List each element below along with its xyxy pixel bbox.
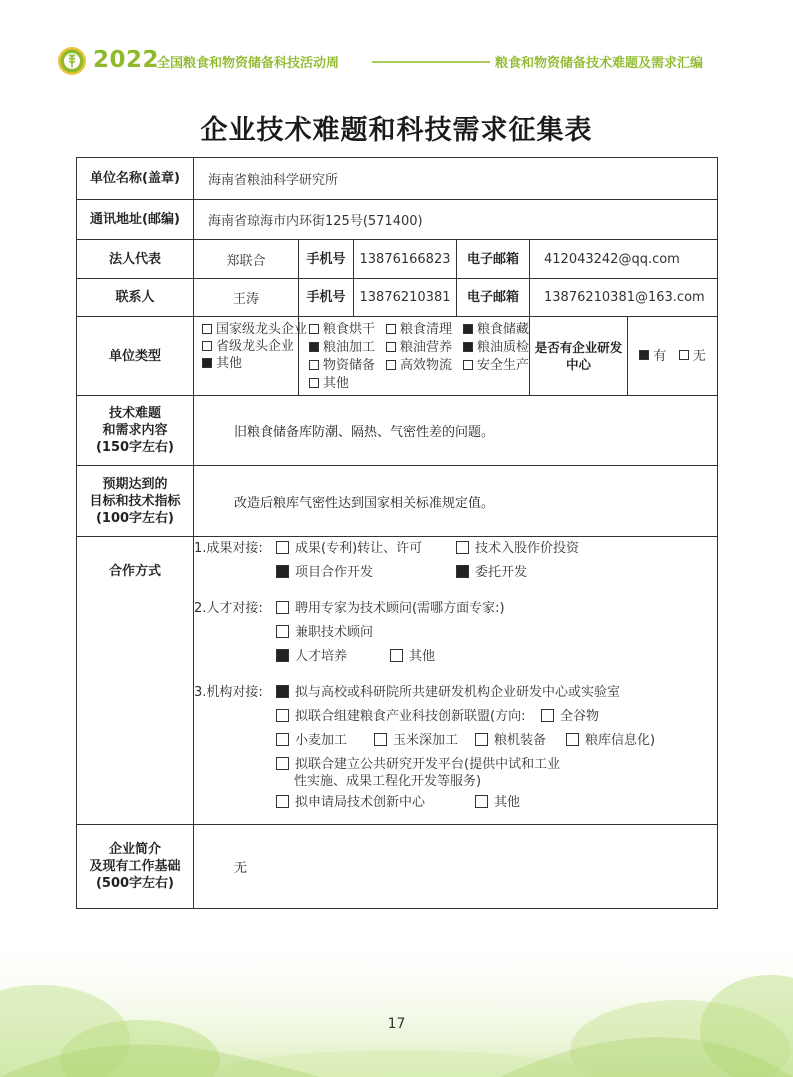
- contact-label: 联系人: [77, 279, 194, 317]
- intro-label: 企业简介 及现有工作基础 (500字左右): [77, 825, 194, 909]
- tech-problem-row: [77, 396, 718, 466]
- grain-emblem-icon: [57, 46, 87, 76]
- coop-option[interactable]: 玉米深加工: [374, 729, 458, 753]
- coop-option[interactable]: 委托开发: [456, 561, 527, 585]
- coop-section-3-label: 3.机构对接:: [194, 685, 263, 700]
- coop-option[interactable]: 其他: [475, 791, 520, 815]
- business-option[interactable]: 物资储备: [309, 357, 386, 374]
- header-year: 2022: [93, 47, 160, 73]
- address-label: 通讯地址(邮编): [77, 200, 194, 240]
- requirement-form-table: [76, 157, 718, 909]
- business-options: [299, 317, 530, 396]
- unit-level-option[interactable]: 省级龙头企业: [202, 338, 298, 355]
- intro-value: 无: [194, 825, 718, 909]
- business-option[interactable]: 粮食烘干: [309, 321, 386, 338]
- coop-option[interactable]: 小麦加工: [276, 729, 347, 753]
- checkbox[interactable]: [541, 709, 554, 722]
- contact-phone-label: 手机号: [299, 279, 354, 317]
- business-option[interactable]: 粮油加工: [309, 339, 386, 356]
- rd-center-no-checkbox[interactable]: [679, 350, 689, 360]
- rd-center-yes-checkbox[interactable]: [639, 350, 649, 360]
- checkbox[interactable]: [276, 625, 289, 638]
- tech-problem-label: 技术难题 和需求内容 (150字左右): [77, 396, 194, 466]
- checkbox[interactable]: [276, 565, 289, 578]
- checkbox[interactable]: [386, 342, 396, 352]
- checkbox[interactable]: [276, 601, 289, 614]
- coop-option[interactable]: 粮机装备: [475, 729, 546, 753]
- page-header: [0, 42, 793, 78]
- business-option[interactable]: 高效物流: [386, 357, 463, 374]
- target-label: 预期达到的 目标和技术指标 (100字左右): [77, 466, 194, 537]
- checkbox[interactable]: [390, 649, 403, 662]
- legal-rep-row: [77, 240, 718, 279]
- header-divider: [372, 61, 490, 63]
- business-options-grid: [299, 321, 529, 392]
- coop-option[interactable]: 粮库信息化): [566, 729, 655, 753]
- checkbox[interactable]: [475, 733, 488, 746]
- legal-rep-label: 法人代表: [77, 240, 194, 279]
- unit-level-option[interactable]: 国家级龙头企业: [202, 321, 298, 338]
- coop-option-continued: 性实施、成果工程化开发等服务): [294, 774, 482, 789]
- unit-type-row: [77, 317, 718, 396]
- checkbox[interactable]: [463, 342, 473, 352]
- address-value: 海南省琼海市内环街125号(571400): [194, 200, 718, 240]
- contact-row: [77, 279, 718, 317]
- coop-option[interactable]: 项目合作开发: [276, 561, 373, 585]
- coop-label: 合作方式: [77, 537, 194, 825]
- business-option[interactable]: 粮食清理: [386, 321, 463, 338]
- legal-rep-value: 郑联合: [194, 240, 299, 279]
- header-event-title: 全国粮食和物资储备科技活动周: [157, 56, 340, 71]
- unit-type-label: 单位类型: [77, 317, 194, 396]
- checkbox[interactable]: [309, 360, 319, 370]
- checkbox[interactable]: [276, 541, 289, 554]
- checkbox[interactable]: [374, 733, 387, 746]
- contact-value: 王涛: [194, 279, 299, 317]
- legal-email-value: 412043242@qq.com: [530, 240, 718, 279]
- tech-problem-value: 旧粮食储备库防潮、隔热、气密性差的问题。: [194, 396, 718, 466]
- header-section-title: 粮食和物资储备技术难题及需求汇编: [495, 56, 704, 71]
- address-row: [77, 200, 718, 240]
- contact-phone-value: 13876210381: [354, 279, 457, 317]
- rd-center-options: 有 无: [628, 317, 718, 396]
- coop-option[interactable]: 全谷物: [541, 705, 599, 729]
- intro-row: [77, 825, 718, 909]
- page-number: 17: [387, 1016, 406, 1032]
- checkbox[interactable]: [463, 324, 473, 334]
- unit-level-option[interactable]: 其他: [202, 355, 298, 372]
- checkbox[interactable]: [456, 541, 469, 554]
- business-option[interactable]: 粮油营养: [386, 339, 463, 356]
- target-value: 改造后粮库气密性达到国家相关标准规定值。: [194, 466, 718, 537]
- checkbox[interactable]: [202, 358, 212, 368]
- coop-option[interactable]: 拟与高校或科研院所共建研发机构企业研发中心或实验室: [276, 681, 620, 705]
- contact-email-value: 13876210381@163.com: [530, 279, 718, 317]
- business-option[interactable]: 安全生产: [463, 357, 541, 374]
- legal-email-label: 电子邮箱: [457, 240, 530, 279]
- checkbox[interactable]: [276, 649, 289, 662]
- checkbox[interactable]: [276, 709, 289, 722]
- coop-option[interactable]: 人才培养: [276, 645, 347, 669]
- checkbox[interactable]: [309, 342, 319, 352]
- checkbox[interactable]: [202, 324, 212, 334]
- checkbox[interactable]: [463, 360, 473, 370]
- business-option[interactable]: 粮食储藏: [463, 321, 541, 338]
- checkbox[interactable]: [475, 795, 488, 808]
- coop-option[interactable]: 拟联合建立公共研究开发平台(提供中试和工业: [276, 756, 560, 773]
- coop-option[interactable]: 拟申请局技术创新中心: [276, 791, 425, 815]
- checkbox[interactable]: [566, 733, 579, 746]
- checkbox[interactable]: [276, 757, 289, 770]
- coop-options: [194, 537, 718, 825]
- coop-section-1-label: 1.成果对接:: [194, 541, 263, 556]
- coop-option[interactable]: 成果(专利)转让、许可: [276, 537, 422, 561]
- coop-option[interactable]: 兼职技术顾问: [276, 621, 373, 645]
- leaf-pattern-icon: [0, 930, 793, 1077]
- business-option[interactable]: 粮油质检: [463, 339, 541, 356]
- checkbox[interactable]: [456, 565, 469, 578]
- legal-phone-value: 13876166823: [354, 240, 457, 279]
- rd-center-label: 是否有企业研发中心: [530, 317, 628, 396]
- coop-option[interactable]: 其他: [390, 645, 435, 669]
- checkbox[interactable]: [276, 733, 289, 746]
- checkbox[interactable]: [276, 685, 289, 698]
- page-title: 企业技术难题和科技需求征集表: [200, 115, 593, 146]
- checkbox[interactable]: [309, 324, 319, 334]
- checkbox[interactable]: [202, 341, 212, 351]
- org-name-row: [77, 158, 718, 200]
- org-name-value: 海南省粮油科学研究所: [194, 158, 718, 200]
- checkbox[interactable]: [309, 378, 319, 388]
- checkbox[interactable]: [276, 795, 289, 808]
- legal-phone-label: 手机号: [299, 240, 354, 279]
- org-name-label: 单位名称(盖章): [77, 158, 194, 200]
- business-option[interactable]: 其他: [309, 375, 386, 392]
- checkbox[interactable]: [386, 324, 396, 334]
- coop-option[interactable]: 聘用专家为技术顾问(需哪方面专家:): [276, 597, 505, 621]
- target-row: [77, 466, 718, 537]
- coop-row: [77, 537, 718, 825]
- footer-leaf-decoration: [0, 930, 793, 1077]
- coop-section-2-label: 2.人才对接:: [194, 601, 263, 616]
- coop-option[interactable]: 技术入股作价投资: [456, 537, 579, 561]
- unit-level-options: [194, 317, 308, 396]
- coop-option[interactable]: 拟联合组建粮食产业科技创新联盟(方向:: [276, 705, 525, 729]
- checkbox[interactable]: [386, 360, 396, 370]
- contact-email-label: 电子邮箱: [457, 279, 530, 317]
